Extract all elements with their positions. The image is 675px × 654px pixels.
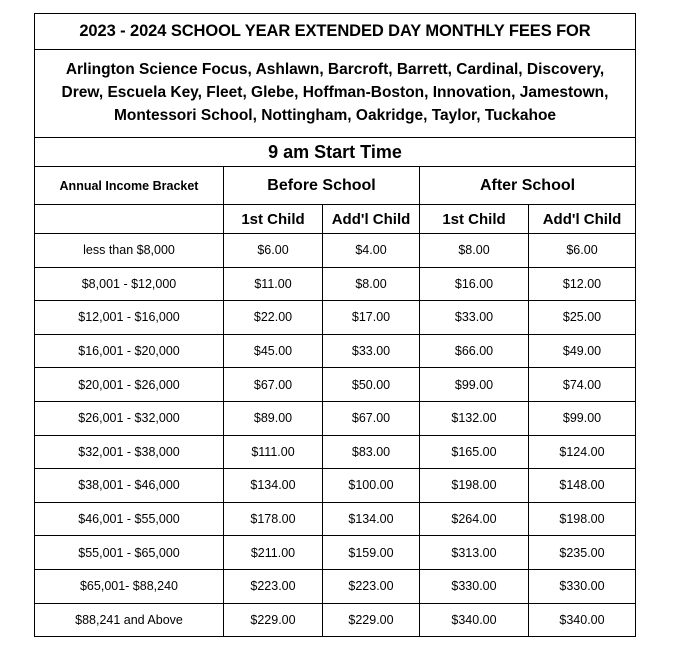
cell-after-addl: $330.00 — [529, 569, 636, 603]
cell-before-first: $229.00 — [224, 603, 323, 637]
cell-after-addl: $49.00 — [529, 334, 636, 368]
cell-income-bracket: $26,001 - $32,000 — [35, 401, 224, 435]
cell-before-first: $45.00 — [224, 334, 323, 368]
group-header-row — [35, 167, 636, 205]
table-row — [35, 301, 636, 335]
table-row — [35, 603, 636, 637]
cell-after-first: $132.00 — [420, 401, 529, 435]
schools-line-1: Arlington Science Focus, Ashlawn, Barcroft, Barrett, Cardinal, Discovery, — [65, 61, 605, 79]
cell-after-first: $33.00 — [420, 301, 529, 335]
title-row — [35, 14, 636, 50]
sub-header-after-addl-child: Add'l Child — [529, 205, 636, 234]
cell-before-addl: $83.00 — [323, 435, 420, 469]
cell-income-bracket: less than $8,000 — [35, 234, 224, 268]
table-row — [35, 267, 636, 301]
start-time-label: 9 am Start Time — [35, 138, 636, 167]
schools-list-lines — [35, 59, 635, 128]
cell-before-first: $22.00 — [224, 301, 323, 335]
cell-before-addl: $100.00 — [323, 469, 420, 503]
cell-before-addl: $223.00 — [323, 569, 420, 603]
cell-after-first: $198.00 — [420, 469, 529, 503]
cell-after-first: $8.00 — [420, 234, 529, 268]
cell-before-first: $223.00 — [224, 569, 323, 603]
cell-income-bracket: $8,001 - $12,000 — [35, 267, 224, 301]
cell-before-first: $134.00 — [224, 469, 323, 503]
column-header-income-bracket: Annual Income Bracket — [35, 167, 224, 205]
sub-header-after-first-child: 1st Child — [420, 205, 529, 234]
cell-after-first: $330.00 — [420, 569, 529, 603]
column-group-header-before-school: Before School — [224, 167, 420, 205]
cell-income-bracket: $12,001 - $16,000 — [35, 301, 224, 335]
sub-header-before-first-child: 1st Child — [224, 205, 323, 234]
cell-after-addl: $148.00 — [529, 469, 636, 503]
table-row — [35, 368, 636, 402]
cell-before-addl: $50.00 — [323, 368, 420, 402]
cell-before-first: $178.00 — [224, 502, 323, 536]
extended-day-fee-table — [34, 13, 636, 637]
cell-after-addl: $25.00 — [529, 301, 636, 335]
cell-after-addl: $124.00 — [529, 435, 636, 469]
schools-row — [35, 50, 636, 138]
cell-income-bracket: $20,001 - $26,000 — [35, 368, 224, 402]
cell-after-first: $340.00 — [420, 603, 529, 637]
table-row — [35, 469, 636, 503]
cell-income-bracket: $65,001- $88,240 — [35, 569, 224, 603]
table-row — [35, 536, 636, 570]
cell-income-bracket: $16,001 - $20,000 — [35, 334, 224, 368]
schools-line-3: Montessori School, Nottingham, Oakridge, Taylor, Tuckahoe — [113, 106, 557, 124]
cell-before-first: $111.00 — [224, 435, 323, 469]
cell-income-bracket: $32,001 - $38,000 — [35, 435, 224, 469]
cell-before-addl: $229.00 — [323, 603, 420, 637]
cell-before-first: $89.00 — [224, 401, 323, 435]
sub-header-before-addl-child: Add'l Child — [323, 205, 420, 234]
cell-before-addl: $4.00 — [323, 234, 420, 268]
table-row — [35, 435, 636, 469]
cell-after-first: $66.00 — [420, 334, 529, 368]
cell-after-first: $165.00 — [420, 435, 529, 469]
column-group-header-after-school: After School — [420, 167, 636, 205]
sub-header-blank — [35, 205, 224, 234]
cell-income-bracket: $46,001 - $55,000 — [35, 502, 224, 536]
cell-after-addl: $99.00 — [529, 401, 636, 435]
cell-after-addl: $74.00 — [529, 368, 636, 402]
table-row — [35, 334, 636, 368]
cell-after-addl: $340.00 — [529, 603, 636, 637]
cell-after-addl: $6.00 — [529, 234, 636, 268]
cell-before-addl: $159.00 — [323, 536, 420, 570]
table-row — [35, 569, 636, 603]
cell-before-first: $67.00 — [224, 368, 323, 402]
cell-before-first: $11.00 — [224, 267, 323, 301]
cell-income-bracket: $38,001 - $46,000 — [35, 469, 224, 503]
page-title: 2023 - 2024 SCHOOL YEAR EXTENDED DAY MONTHLY FEES FOR — [35, 14, 636, 50]
cell-after-first: $264.00 — [420, 502, 529, 536]
cell-before-addl: $17.00 — [323, 301, 420, 335]
cell-after-addl: $235.00 — [529, 536, 636, 570]
cell-after-first: $16.00 — [420, 267, 529, 301]
cell-after-addl: $198.00 — [529, 502, 636, 536]
cell-after-first: $99.00 — [420, 368, 529, 402]
cell-before-addl: $33.00 — [323, 334, 420, 368]
start-time-row — [35, 138, 636, 167]
table-row — [35, 502, 636, 536]
table-row — [35, 234, 636, 268]
cell-after-addl: $12.00 — [529, 267, 636, 301]
cell-after-first: $313.00 — [420, 536, 529, 570]
schools-line-2: Drew, Escuela Key, Fleet, Glebe, Hoffman-Boston, Innovation, Jamestown, — [61, 84, 609, 102]
cell-before-addl: $8.00 — [323, 267, 420, 301]
sub-header-row — [35, 205, 636, 234]
fee-table-body — [35, 14, 636, 637]
cell-income-bracket: $88,241 and Above — [35, 603, 224, 637]
schools-list — [35, 50, 636, 138]
cell-before-addl: $67.00 — [323, 401, 420, 435]
cell-before-addl: $134.00 — [323, 502, 420, 536]
table-row — [35, 401, 636, 435]
cell-before-first: $6.00 — [224, 234, 323, 268]
cell-before-first: $211.00 — [224, 536, 323, 570]
cell-income-bracket: $55,001 - $65,000 — [35, 536, 224, 570]
